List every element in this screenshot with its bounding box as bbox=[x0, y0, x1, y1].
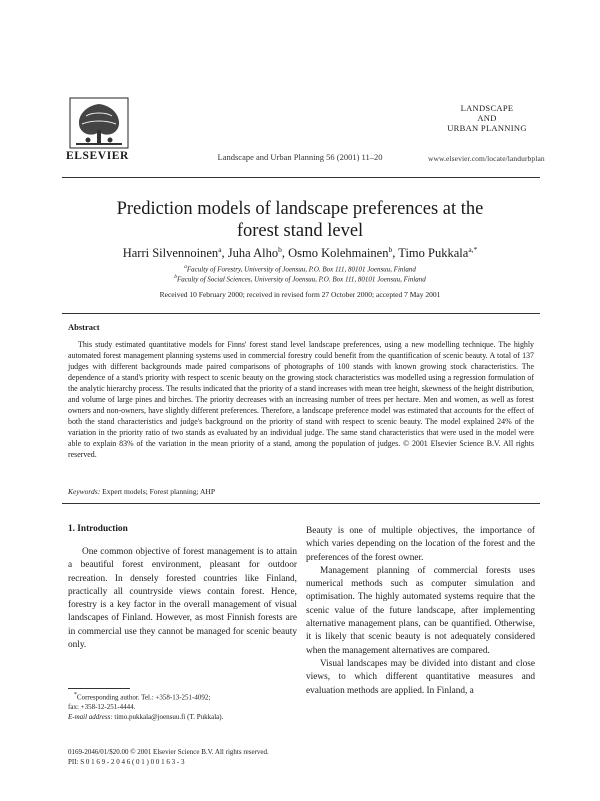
received-dates: Received 10 February 2000; received in revised form 27 October 2000; accepted 7 May 2001 bbox=[159, 290, 441, 299]
author-sup: a bbox=[218, 245, 222, 254]
paragraph: Visual landscapes may be divided into distant and close views, to which different quantitative measures and evaluation methods are applied. In Finland, a bbox=[306, 658, 535, 696]
section-heading: 1. Introduction bbox=[68, 524, 128, 534]
right-column bbox=[306, 525, 535, 698]
journal-logo bbox=[432, 103, 542, 133]
abstract-heading: Abstract bbox=[68, 322, 100, 332]
affiliation bbox=[0, 264, 600, 273]
keywords bbox=[68, 487, 215, 496]
footnote-line: Corresponding author. Tel.: +358-13-251-4092; bbox=[76, 693, 211, 702]
journal-logo-line: AND bbox=[477, 113, 497, 123]
article-title bbox=[0, 198, 600, 242]
affiliation-text: Faculty of Forestry, University of Joensuu, P.O. Box 111, 80101 Joensuu, Finland bbox=[186, 265, 416, 274]
footnote-rule bbox=[68, 688, 130, 689]
affiliation-sup: b bbox=[174, 274, 177, 280]
journal-logo-line: URBAN PLANNING bbox=[447, 123, 527, 133]
affiliation-text: Faculty of Social Sciences, University of Joensuu, P.O. Box 111, 80101 Joensuu, Finland bbox=[176, 275, 426, 284]
affiliation bbox=[0, 274, 600, 283]
journal-url[interactable]: www.elsevier.com/locate/landurbplan bbox=[428, 154, 545, 163]
keywords-list: Expert models; Forest planning; AHP bbox=[102, 487, 216, 496]
email-address[interactable]: timo.pukkala@joensuu.fi (T. Pukkala). bbox=[114, 713, 224, 722]
publisher-name: ELSEVIER bbox=[66, 150, 129, 162]
paragraph: Beauty is one of multiple objectives, the importance of which varies depending on the location of the forest and the preferences of the forest owner. bbox=[306, 526, 535, 563]
paragraph: Management planning of commercial forests uses numerical methods such as computer simulation and optimisation. The highly automated systems require that the scenic value of the future landscape, after implementing alternative management plans, can be quantified. Otherwise, it is likely that scenic beauty is not adequately considered when the management alternatives are compared. bbox=[306, 565, 535, 656]
footnote-line: fax: +358-12-251-4444. bbox=[68, 703, 136, 712]
author-list: Harri Silvennoinen$^a$, Juha Alho$^b$, Osmo Kolehmainen$^b$, Timo Pukkala$^{a,*}$ bbox=[122, 245, 478, 261]
affiliation-sup: a bbox=[184, 264, 187, 270]
paragraph: One common objective of forest management is to attain a beautiful forest environment, pleasant for outdoor recreation. In densely forested countries like Finland, practically all countryside views contain forest. Hence, forestry is a key factor in the overall management of visual landscapes of Finland. However, as most Finnish forests are in commercial use they cannot be managed for scenic beauty only. bbox=[68, 547, 297, 651]
keywords-label: Keywords: bbox=[68, 487, 101, 496]
title-line: forest stand level bbox=[236, 221, 364, 241]
title-line: Prediction models of landscape preferences at the bbox=[116, 199, 484, 219]
author-sup: b bbox=[388, 245, 393, 254]
abstract-bottom-rule bbox=[62, 503, 540, 504]
abstract-top-rule bbox=[62, 313, 540, 314]
corresponding-author-footnote: *Corresponding author. Tel.: +358-13-251-4092; fax: +358-12-251-4444. E-mail address: timo.pukkala@joensuu.fi (T. Pukkala). bbox=[68, 690, 297, 722]
journal-logo-line: LANDSCAPE bbox=[460, 103, 514, 113]
author-name: Juha Alho bbox=[227, 246, 279, 261]
author-name: Harri Silvennoinen bbox=[122, 246, 219, 261]
author-name: Osmo Kolehmainen bbox=[288, 246, 389, 261]
email-label: E-mail address: bbox=[68, 713, 113, 722]
issn-line: 0169-2046/01/$20.00 © 2001 Elsevier Science B.V. All rights reserved. bbox=[68, 748, 269, 756]
author-sup: b bbox=[278, 245, 282, 254]
author-sup: a,* bbox=[468, 245, 478, 254]
copyright-footer bbox=[68, 747, 269, 767]
abstract-text: This study estimated quantitative models for Finns' forest stand level landscape preferences, using a new modelling technique. The highly automated forest management planning systems used in commercial forestry could benefit from the quantification of scenic beauty. A total of 137 judges with different backgrounds made paired comparisons of photographs of 100 stands with known growing stock characteristics. The dependence of a stand's priority with respect to scenic beauty on the growing stock characteristics was modelled using a regression formulation of the analytic hierarchy process. The results indicated that the priority of a stand increases with mean tree height, skewness of the height distribution, and volume of large pines and birches. The priority decreases with an increasing number of trees per hectare. Men and women, as well as forest owners and non-owners, have slightly different preferences. Therefore, a landscape preference model was estimated that accounts for the effect of both the stand characteristics and judge's background on the priority of stand with respect to scenic beauty. The model explained 24% of the variation in the priority ratio of two stands as evaluated by an individual judge. The same stand characteristics that were used in the model were able to explain 83% of the variation in the mean priority of a stand, among the population of judges. © 2001 Elsevier Science B.V. All rights reserved. bbox=[68, 340, 534, 460]
pii-line: PII: S 0 1 6 9 - 2 0 4 6 ( 0 1 ) 0 0 1 6 3 - 3 bbox=[68, 758, 185, 766]
author-name: Timo Pukkala bbox=[398, 246, 469, 261]
header-rule bbox=[62, 177, 540, 178]
left-column bbox=[68, 546, 297, 652]
journal-reference: Landscape and Urban Planning 56 (2001) 11–20 bbox=[217, 152, 383, 162]
